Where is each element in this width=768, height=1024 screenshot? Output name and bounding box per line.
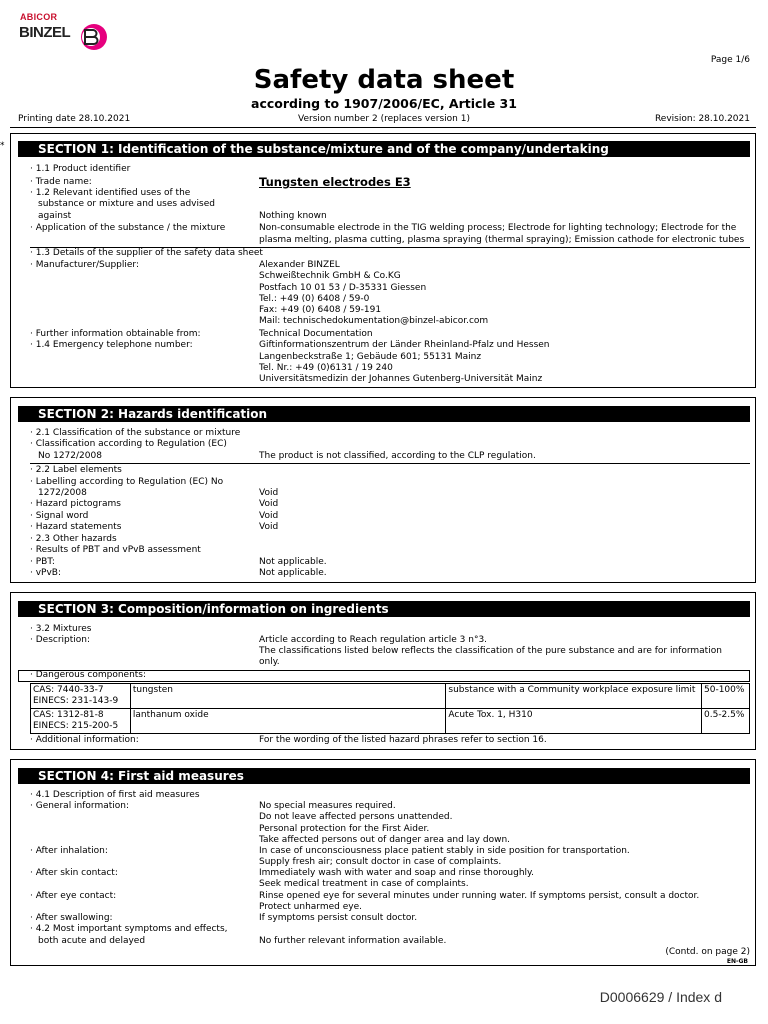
eye-contact-value-1: Rinse opened eye for several minutes under running water. If symptoms persist, consult a doctor. bbox=[259, 891, 700, 901]
emergency-value-2: Langenbeckstraße 1; Gebäude 601; 55131 Mainz bbox=[259, 352, 482, 362]
cas-cell: CAS: 7440-33-7 EINECS: 231-143-9 bbox=[31, 684, 131, 709]
additional-info-label: · Additional information: bbox=[30, 735, 139, 745]
emergency-value-1: Giftinformationszentrum der Länder Rheinland-Pfalz und Hessen bbox=[259, 340, 550, 350]
eye-contact-label: · After eye contact: bbox=[30, 891, 117, 901]
vpvb-label: · vPvB: bbox=[30, 568, 62, 578]
description-value-2: The classifications listed below reflects the classification of the pure substance and are for information bbox=[259, 646, 722, 656]
manufacturer-value-3: Postfach 10 01 53 / D-35331 Giessen bbox=[259, 283, 427, 293]
document-id: D0006629 / Index d bbox=[599, 989, 722, 1005]
further-info-label: · Further information obtainable from: bbox=[30, 329, 201, 339]
margin-mark: * bbox=[0, 141, 5, 151]
general-info-value-2: Do not leave affected persons unattended. bbox=[259, 812, 453, 822]
additional-info-value: For the wording of the listed hazard phrases refer to section 16. bbox=[259, 735, 547, 745]
logo-top-text: ABICOR bbox=[20, 12, 58, 22]
symptoms-label-2: both acute and delayed bbox=[38, 936, 146, 946]
header-rule bbox=[10, 127, 756, 128]
logo-main-text: BINZEL bbox=[19, 24, 71, 41]
section-2-divider-1 bbox=[30, 463, 750, 464]
skin-contact-label: · After skin contact: bbox=[30, 868, 118, 878]
uses-value: Nothing known bbox=[259, 211, 327, 221]
uses-label-3: against bbox=[38, 211, 72, 221]
skin-contact-value-1: Immediately wash with water and soap and rinse thoroughly. bbox=[259, 868, 534, 878]
section-1-header: SECTION 1: Identification of the substance/mixture and of the company/undertaking bbox=[18, 141, 750, 157]
classification-value: The product is not classified, according to the CLP regulation. bbox=[259, 451, 536, 461]
page-number: Page 1/6 bbox=[710, 55, 750, 65]
general-info-label: · General information: bbox=[30, 801, 130, 811]
pbt-label: · PBT: bbox=[30, 557, 55, 567]
hazard-statements-label: · Hazard statements bbox=[30, 522, 122, 532]
description-value-1: Article according to Reach regulation article 3 n°3. bbox=[259, 635, 488, 645]
uses-label-2: substance or mixture and uses advised bbox=[38, 199, 215, 209]
manufacturer-value-2: Schweißtechnik GmbH & Co.KG bbox=[259, 271, 401, 281]
document-title: Safety data sheet bbox=[253, 65, 515, 95]
cas-cell: CAS: 1312-81-8 EINECS: 215-200-5 bbox=[31, 709, 131, 734]
continued-note: (Contd. on page 2) bbox=[665, 947, 750, 957]
printing-date: Printing date 28.10.2021 bbox=[18, 114, 131, 124]
description-value-3: only. bbox=[259, 657, 280, 667]
further-info-value: Technical Documentation bbox=[259, 329, 373, 339]
version-number: Version number 2 (replaces version 1) bbox=[298, 114, 470, 124]
vpvb-value: Not applicable. bbox=[259, 568, 327, 578]
pictograms-label: · Hazard pictograms bbox=[30, 499, 121, 509]
pbt-results-label: · Results of PBT and vPvB assessment bbox=[30, 545, 201, 555]
emergency-value-3: Tel. Nr.: +49 (0)6131 / 19 240 bbox=[259, 363, 393, 373]
emergency-value-4: Universitätsmedizin der Johannes Gutenberg-Universität Mainz bbox=[259, 374, 543, 384]
classification-cell: Acute Tox. 1, H310 bbox=[446, 709, 702, 734]
manufacturer-value-1: Alexander BINZEL bbox=[259, 260, 340, 270]
skin-contact-value-2: Seek medical treatment in case of complaints. bbox=[259, 879, 469, 889]
trade-name-label: · Trade name: bbox=[30, 177, 92, 187]
general-info-value-4: Take affected persons out of danger area and lay down. bbox=[259, 835, 511, 845]
dangerous-components-label: · Dangerous components: bbox=[30, 670, 147, 680]
application-value-2: plasma melting, plasma cutting, plasma spraying (thermal spraying); Emission cathode for electronic tubes bbox=[259, 235, 745, 245]
manufacturer-value-5: Fax: +49 (0) 6408 / 59-191 bbox=[259, 305, 382, 315]
document-subtitle: according to 1907/2006/EC, Article 31 bbox=[251, 96, 517, 111]
eye-contact-value-2: Protect unharmed eye. bbox=[259, 902, 362, 912]
manufacturer-label: · Manufacturer/Supplier: bbox=[30, 260, 140, 270]
inhalation-value-1: In case of unconsciousness place patient stably in side position for transportation. bbox=[259, 846, 630, 856]
uses-label-1: · 1.2 Relevant identified uses of the bbox=[30, 188, 191, 198]
other-hazards-head: · 2.3 Other hazards bbox=[30, 534, 117, 544]
emergency-label: · 1.4 Emergency telephone number: bbox=[30, 340, 193, 350]
label-elements-head: · 2.2 Label elements bbox=[30, 465, 122, 475]
revision-date: Revision: 28.10.2021 bbox=[654, 114, 750, 124]
symptoms-label-1: · 4.2 Most important symptoms and effects, bbox=[30, 924, 228, 934]
trade-name-value: Tungsten electrodes E3 bbox=[259, 175, 411, 189]
product-identifier-label: · 1.1 Product identifier bbox=[30, 164, 131, 174]
component-name-cell: lanthanum oxide bbox=[130, 709, 446, 734]
classification-label-2: No 1272/2008 bbox=[38, 451, 102, 461]
classification-head: · 2.1 Classification of the substance or mixture bbox=[30, 428, 241, 438]
language-code: EN-GB bbox=[726, 958, 748, 965]
swallowing-label: · After swallowing: bbox=[30, 913, 113, 923]
symptoms-value: No further relevant information available. bbox=[259, 936, 447, 946]
table-row bbox=[31, 684, 750, 709]
range-cell: 0.5-2.5% bbox=[702, 709, 750, 734]
range-cell: 50-100% bbox=[702, 684, 750, 709]
component-name-cell: tungsten bbox=[130, 684, 446, 709]
general-info-value-1: No special measures required. bbox=[259, 801, 396, 811]
logo-b-mark-icon bbox=[76, 22, 110, 52]
application-label: · Application of the substance / the mixture bbox=[30, 223, 226, 233]
components-table bbox=[30, 683, 750, 734]
description-label: · Description: bbox=[30, 635, 91, 645]
table-row bbox=[31, 709, 750, 734]
mixtures-head: · 3.2 Mixtures bbox=[30, 624, 92, 634]
section-2-header: SECTION 2: Hazards identification bbox=[18, 406, 750, 422]
company-logo bbox=[18, 12, 98, 46]
inhalation-value-2: Supply fresh air; consult doctor in case of complaints. bbox=[259, 857, 502, 867]
manufacturer-value-6: Mail: technischedokumentation@binzel-abicor.com bbox=[259, 316, 489, 326]
classification-cell: substance with a Community workplace exposure limit bbox=[446, 684, 702, 709]
labelling-label-2: 1272/2008 bbox=[38, 488, 87, 498]
first-aid-description-head: · 4.1 Description of first aid measures bbox=[30, 790, 200, 800]
supplier-details-label: · 1.3 Details of the supplier of the safety data sheet bbox=[30, 248, 263, 258]
pbt-value: Not applicable. bbox=[259, 557, 327, 567]
manufacturer-value-4: Tel.: +49 (0) 6408 / 59-0 bbox=[259, 294, 370, 304]
pictograms-value: Void bbox=[259, 499, 279, 509]
swallowing-value: If symptoms persist consult doctor. bbox=[259, 913, 418, 923]
hazard-statements-value: Void bbox=[259, 522, 279, 532]
inhalation-label: · After inhalation: bbox=[30, 846, 108, 856]
labelling-value: Void bbox=[259, 488, 279, 498]
labelling-label-1: · Labelling according to Regulation (EC) No bbox=[30, 477, 224, 487]
section-3-header: SECTION 3: Composition/information on ingredients bbox=[18, 601, 750, 617]
section-4-header: SECTION 4: First aid measures bbox=[18, 768, 750, 784]
application-value-1: Non-consumable electrode in the TIG welding process; Electrode for lighting technology; Electrode for the bbox=[259, 223, 737, 233]
general-info-value-3: Personal protection for the First Aider. bbox=[259, 824, 430, 834]
signal-word-value: Void bbox=[259, 511, 279, 521]
signal-word-label: · Signal word bbox=[30, 511, 89, 521]
classification-label-1: · Classification according to Regulation (EC) bbox=[30, 439, 227, 449]
